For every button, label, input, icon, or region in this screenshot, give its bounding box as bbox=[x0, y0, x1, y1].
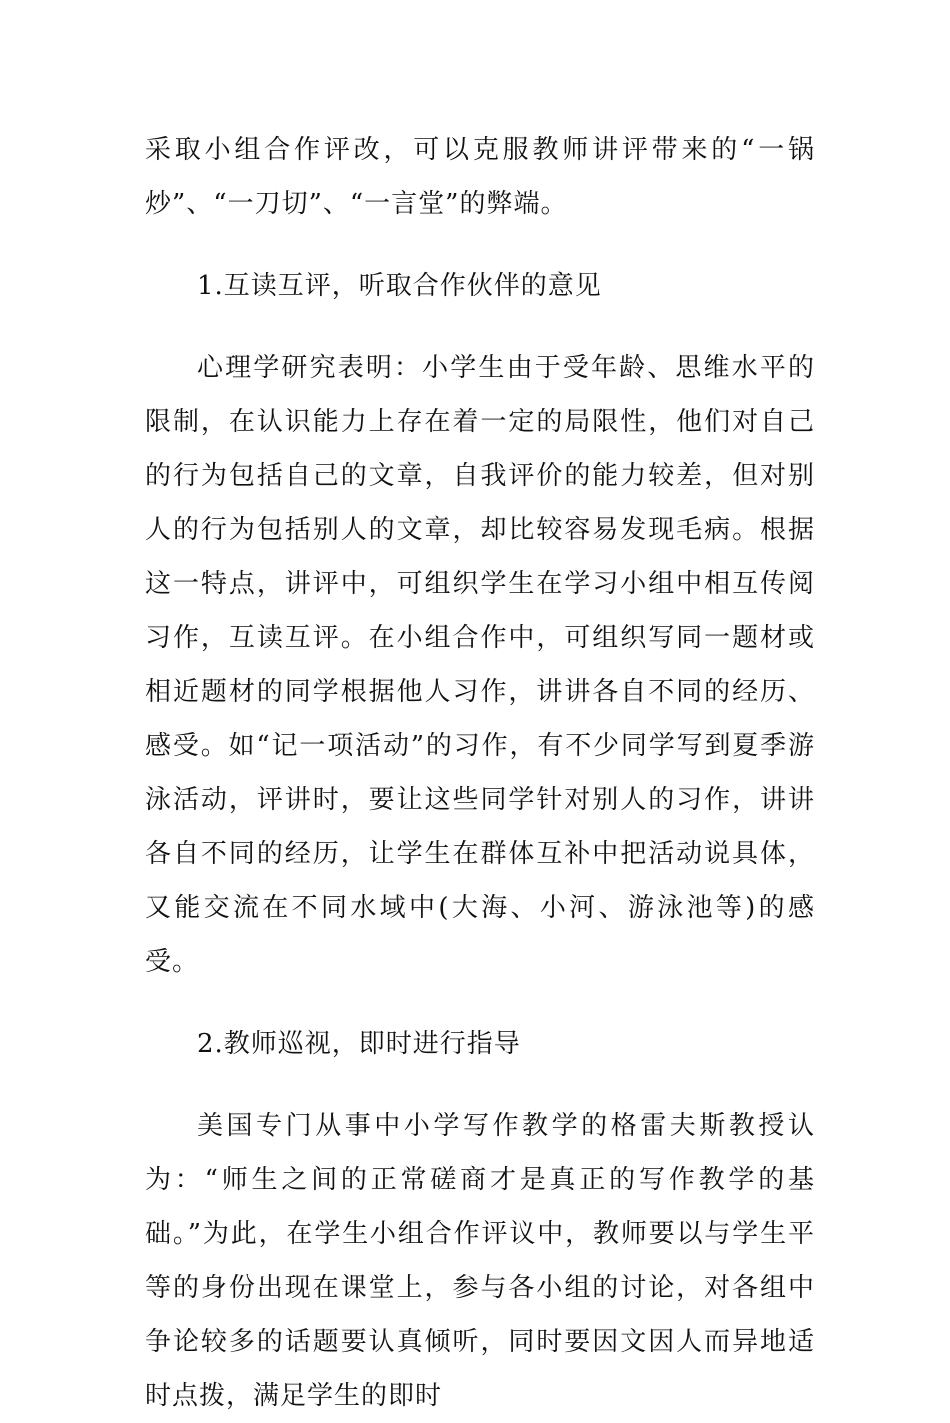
paragraph-graves: 美国专门从事中小学写作教学的格雷夫斯教授认为：“师生之间的正常磋商才是真正的写作教学的基础。”为此，在学生小组合作评议中，教师要以与学生平等的身份出现在课堂上，参与各小组的讨论，对各组中争论较多的话题要认真倾听，同时要因文因人而异地适时点拨，满足学生的即时 bbox=[145, 1111, 815, 1411]
paragraph-continuation: 采取小组合作评改，可以克服教师讲评带来的“一锅炒”、“一刀切”、“一言堂”的弊端。 bbox=[145, 135, 815, 219]
document-body bbox=[145, 123, 815, 1423]
section-heading-1: 1.互读互评，听取合作伙伴的意见 bbox=[197, 271, 602, 301]
paragraph-psychology: 心理学研究表明：小学生由于受年龄、思维水平的限制，在认识能力上存在着一定的局限性，他们对自己的行为包括自己的文章，自我评价的能力较差，但对别人的行为包括别人的文章，却比较容易发现毛病。根据这一特点，讲评中，可组织学生在学习小组中相互传阅习作，互读互评。在小组合作中，可组织写同一题材或相近题材的同学根据他人习作，讲讲各自不同的经历、感受。如“记一项活动”的习作，有不少同学写到夏季游泳活动，评讲时，要让这些同学针对别人的习作，讲讲各自不同的经历，让学生在群体互补中把活动说具体，又能交流在不同水域中(大海、小河、游泳池等)的感受。 bbox=[145, 353, 815, 977]
section-heading-2: 2.教师巡视，即时进行指导 bbox=[197, 1029, 521, 1059]
